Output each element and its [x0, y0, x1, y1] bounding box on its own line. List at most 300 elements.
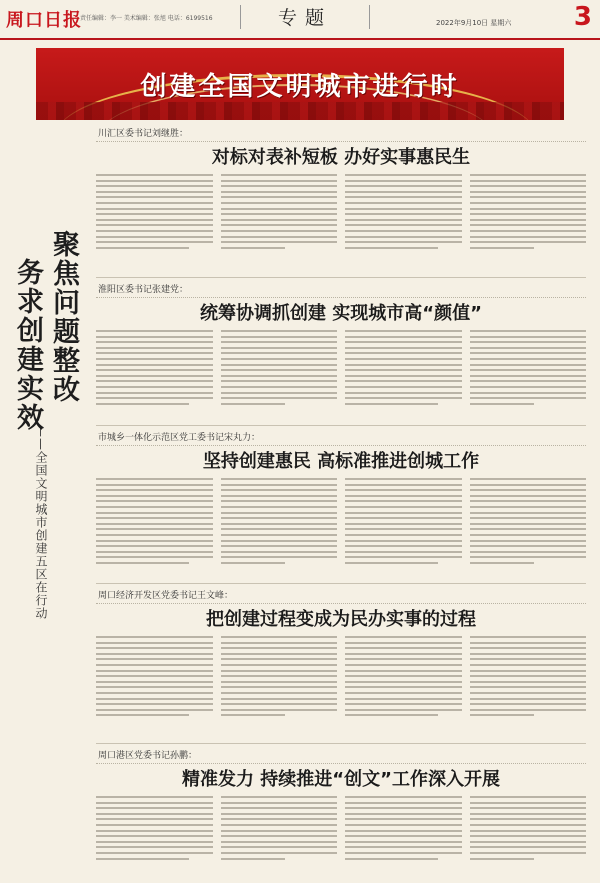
- body-text-line: [221, 403, 285, 405]
- body-text-line: [470, 846, 587, 848]
- body-text-line: [96, 224, 213, 226]
- body-text-line: [470, 517, 587, 519]
- article-text-column: [96, 796, 213, 863]
- body-text-line: [96, 636, 213, 638]
- body-text-line: [96, 802, 213, 804]
- body-text-line: [221, 647, 338, 649]
- body-text-line: [345, 647, 462, 649]
- body-text-line: [345, 224, 462, 226]
- body-text-line: [221, 562, 285, 564]
- body-text-line: [470, 506, 587, 508]
- body-text-line: [96, 841, 213, 843]
- body-text-line: [96, 369, 213, 371]
- body-text-line: [96, 202, 213, 204]
- body-text-line: [221, 495, 338, 497]
- body-text-line: [221, 540, 338, 542]
- body-text-line: [221, 336, 338, 338]
- body-text-line: [345, 512, 462, 514]
- body-text-line: [470, 347, 587, 349]
- article-text-column: [221, 636, 338, 720]
- body-text-line: [345, 506, 462, 508]
- body-text-line: [96, 380, 213, 382]
- body-text-line: [221, 824, 338, 826]
- body-text-line: [470, 709, 587, 711]
- body-text-line: [221, 208, 338, 210]
- body-text-line: [345, 484, 462, 486]
- body-text-line: [470, 653, 587, 655]
- body-text-line: [96, 347, 213, 349]
- body-text-line: [221, 517, 338, 519]
- body-text-line: [470, 236, 587, 238]
- body-text-line: [470, 330, 587, 332]
- body-text-line: [221, 846, 338, 848]
- article-text-column: [345, 478, 462, 568]
- article-text-column: [96, 330, 213, 408]
- body-text-line: [470, 818, 587, 820]
- body-text-line: [470, 802, 587, 804]
- body-text-line: [470, 824, 587, 826]
- body-text-line: [96, 852, 213, 854]
- body-text-line: [96, 796, 213, 798]
- article-headline: 对标对表补短板 办好实事惠民生: [211, 147, 471, 168]
- body-text-line: [345, 556, 462, 558]
- body-text-line: [470, 841, 587, 843]
- feature-title-2: 务求创建实效: [12, 258, 43, 432]
- article-headline: 统筹协调抓创建 实现城市高“颜值”: [200, 303, 482, 324]
- body-text-line: [96, 506, 213, 508]
- article-divider: [96, 425, 586, 426]
- article-text-column: [221, 478, 338, 568]
- body-text-line: [345, 230, 462, 232]
- body-text-line: [96, 403, 189, 405]
- body-text-line: [470, 484, 587, 486]
- article-text-column: [96, 478, 213, 568]
- body-text-line: [221, 692, 338, 694]
- body-text-line: [221, 392, 338, 394]
- body-text-line: [345, 358, 462, 360]
- body-text-line: [96, 686, 213, 688]
- body-text-line: [345, 698, 462, 700]
- body-text-line: [221, 841, 338, 843]
- body-text-line: [345, 686, 462, 688]
- body-text-line: [221, 202, 338, 204]
- body-text-line: [345, 807, 462, 809]
- body-text-line: [221, 230, 338, 232]
- feature-title-1: 聚焦问题整改: [48, 230, 79, 404]
- body-text-line: [470, 528, 587, 530]
- body-text-line: [345, 636, 462, 638]
- body-text-line: [221, 500, 338, 502]
- body-text-line: [345, 219, 462, 221]
- body-text-line: [345, 675, 462, 677]
- body-text-line: [345, 386, 462, 388]
- body-text-line: [96, 512, 213, 514]
- body-text-line: [96, 375, 213, 377]
- body-text-line: [221, 213, 338, 215]
- banner-skyline: [36, 102, 564, 120]
- body-text-line: [470, 512, 587, 514]
- body-text-line: [470, 185, 587, 187]
- body-text-line: [470, 523, 587, 525]
- body-text-line: [345, 852, 462, 854]
- body-text-line: [221, 180, 338, 182]
- body-text-line: [470, 241, 587, 243]
- body-text-line: [345, 347, 462, 349]
- body-text-line: [470, 397, 587, 399]
- body-text-line: [345, 534, 462, 536]
- body-text-line: [96, 556, 213, 558]
- body-text-line: [470, 247, 534, 249]
- article-text-column: [345, 330, 462, 408]
- article-headline: 精准发力 持续推进“创文”工作深入开展: [182, 769, 500, 790]
- body-text-line: [345, 185, 462, 187]
- article-text-column: [470, 478, 587, 568]
- body-text-line: [221, 330, 338, 332]
- body-text-line: [470, 369, 587, 371]
- body-text-line: [96, 495, 213, 497]
- article-kicker: 川汇区委书记刘继胜：: [96, 127, 586, 142]
- body-text-line: [470, 714, 534, 716]
- body-text-line: [345, 369, 462, 371]
- body-text-line: [96, 180, 213, 182]
- body-text-line: [221, 512, 338, 514]
- body-text-line: [345, 703, 462, 705]
- body-text-line: [96, 500, 213, 502]
- body-text-line: [470, 670, 587, 672]
- body-text-line: [470, 336, 587, 338]
- body-text-line: [470, 208, 587, 210]
- body-text-line: [470, 636, 587, 638]
- article-text-column: [345, 636, 462, 720]
- body-text-line: [221, 714, 285, 716]
- article-body: [96, 478, 586, 568]
- body-text-line: [345, 802, 462, 804]
- body-text-line: [345, 191, 462, 193]
- body-text-line: [221, 852, 338, 854]
- body-text-line: [96, 858, 189, 860]
- body-text-line: [221, 380, 338, 382]
- body-text-line: [345, 818, 462, 820]
- body-text-line: [221, 813, 338, 815]
- body-text-line: [221, 484, 338, 486]
- body-text-line: [221, 397, 338, 399]
- article-kicker: 市城乡一体化示范区党工委书记宋丸力：: [96, 431, 586, 446]
- body-text-line: [345, 202, 462, 204]
- body-text-line: [345, 545, 462, 547]
- body-text-line: [345, 670, 462, 672]
- feature-column: [6, 230, 86, 650]
- body-text-line: [96, 397, 213, 399]
- body-text-line: [470, 180, 587, 182]
- body-text-line: [96, 647, 213, 649]
- body-text-line: [345, 375, 462, 377]
- body-text-line: [96, 846, 213, 848]
- body-text-line: [96, 330, 213, 332]
- body-text-line: [345, 241, 462, 243]
- body-text-line: [96, 236, 213, 238]
- body-text-line: [96, 675, 213, 677]
- body-text-line: [221, 670, 338, 672]
- body-text-line: [96, 709, 213, 711]
- body-text-line: [221, 352, 338, 354]
- body-text-line: [221, 478, 338, 480]
- body-text-line: [470, 352, 587, 354]
- article-text-column: [470, 636, 587, 720]
- body-text-line: [470, 556, 587, 558]
- body-text-line: [96, 835, 213, 837]
- body-text-line: [96, 358, 213, 360]
- body-text-line: [345, 208, 462, 210]
- article: [96, 283, 586, 408]
- body-text-line: [96, 824, 213, 826]
- article-body: [96, 636, 586, 720]
- body-text-line: [345, 523, 462, 525]
- article: [96, 749, 586, 863]
- body-text-line: [221, 386, 338, 388]
- feature-subtitle: ——全国文明城市创建五区在行动: [34, 425, 48, 620]
- body-text-line: [470, 392, 587, 394]
- article-body: [96, 174, 586, 252]
- article-headline: 把创建过程变成为民办实事的过程: [206, 609, 476, 630]
- body-text-line: [96, 517, 213, 519]
- article-kicker: 周口港区党委书记孙鹏：: [96, 749, 586, 764]
- body-text-line: [470, 703, 587, 705]
- body-text-line: [221, 241, 338, 243]
- body-text-line: [345, 709, 462, 711]
- body-text-line: [96, 703, 213, 705]
- body-text-line: [345, 841, 462, 843]
- body-text-line: [96, 534, 213, 536]
- body-text-line: [345, 813, 462, 815]
- body-text-line: [96, 698, 213, 700]
- body-text-line: [221, 224, 338, 226]
- body-text-line: [345, 196, 462, 198]
- article-text-column: [345, 174, 462, 252]
- body-text-line: [96, 191, 213, 193]
- body-text-line: [96, 692, 213, 694]
- body-text-line: [96, 670, 213, 672]
- section-title: 专题: [240, 3, 370, 30]
- body-text-line: [345, 835, 462, 837]
- article-text-column: [470, 796, 587, 863]
- body-text-line: [221, 506, 338, 508]
- body-text-line: [470, 540, 587, 542]
- body-text-line: [470, 658, 587, 660]
- body-text-line: [470, 545, 587, 547]
- body-text-line: [96, 219, 213, 221]
- body-text-line: [345, 664, 462, 666]
- masthead: [0, 0, 600, 40]
- body-text-line: [221, 802, 338, 804]
- body-text-line: [221, 675, 338, 677]
- article: [96, 589, 586, 720]
- body-text-line: [221, 534, 338, 536]
- body-text-line: [96, 336, 213, 338]
- body-text-line: [470, 196, 587, 198]
- body-text-line: [221, 369, 338, 371]
- body-text-line: [345, 364, 462, 366]
- body-text-line: [221, 545, 338, 547]
- body-text-line: [96, 489, 213, 491]
- body-text-line: [470, 230, 587, 232]
- article-divider: [96, 743, 586, 744]
- body-text-line: [96, 562, 189, 564]
- body-text-line: [96, 528, 213, 530]
- body-text-line: [470, 642, 587, 644]
- body-text-line: [345, 562, 438, 564]
- body-text-line: [96, 196, 213, 198]
- body-text-line: [221, 191, 338, 193]
- body-text-line: [345, 846, 462, 848]
- article-headline: 坚持创建惠民 高标准推进创城工作: [202, 451, 480, 472]
- body-text-line: [345, 830, 462, 832]
- body-text-line: [221, 358, 338, 360]
- body-text-line: [345, 336, 462, 338]
- article-kicker: 淮阳区委书记张建党：: [96, 283, 586, 298]
- body-text-line: [221, 528, 338, 530]
- body-text-line: [96, 230, 213, 232]
- body-text-line: [96, 540, 213, 542]
- body-text-line: [96, 523, 213, 525]
- body-text-line: [470, 489, 587, 491]
- body-text-line: [96, 208, 213, 210]
- body-text-line: [470, 551, 587, 553]
- body-text-line: [221, 830, 338, 832]
- body-text-line: [96, 352, 213, 354]
- banner: [36, 48, 564, 120]
- issue-date: 2022年9月10日 星期六: [436, 19, 512, 27]
- article-text-column: [221, 330, 338, 408]
- body-text-line: [221, 551, 338, 553]
- body-text-line: [345, 528, 462, 530]
- body-text-line: [470, 375, 587, 377]
- body-text-line: [96, 818, 213, 820]
- body-text-line: [345, 540, 462, 542]
- article-text-column: [221, 796, 338, 863]
- body-text-line: [470, 852, 587, 854]
- body-text-line: [221, 818, 338, 820]
- body-text-line: [345, 796, 462, 798]
- body-text-line: [221, 653, 338, 655]
- body-text-line: [470, 858, 534, 860]
- body-text-line: [221, 636, 338, 638]
- body-text-line: [221, 247, 285, 249]
- article-text-column: [345, 796, 462, 863]
- body-text-line: [96, 484, 213, 486]
- body-text-line: [345, 247, 438, 249]
- body-text-line: [345, 478, 462, 480]
- body-text-line: [221, 703, 338, 705]
- body-text-line: [221, 709, 338, 711]
- body-text-line: [345, 500, 462, 502]
- body-text-line: [470, 675, 587, 677]
- body-text-line: [221, 341, 338, 343]
- body-text-line: [96, 174, 213, 176]
- body-text-line: [221, 658, 338, 660]
- body-text-line: [96, 341, 213, 343]
- body-text-line: [345, 180, 462, 182]
- body-text-line: [470, 562, 534, 564]
- body-text-line: [96, 813, 213, 815]
- article-body: [96, 330, 586, 408]
- body-text-line: [221, 835, 338, 837]
- body-text-line: [470, 403, 534, 405]
- body-text-line: [345, 495, 462, 497]
- body-text-line: [470, 380, 587, 382]
- body-text-line: [345, 236, 462, 238]
- body-text-line: [345, 653, 462, 655]
- body-text-line: [96, 247, 189, 249]
- body-text-line: [345, 692, 462, 694]
- body-text-line: [96, 478, 213, 480]
- body-text-line: [96, 653, 213, 655]
- body-text-line: [221, 236, 338, 238]
- body-text-line: [345, 403, 438, 405]
- article: [96, 431, 586, 568]
- body-text-line: [470, 495, 587, 497]
- body-text-line: [221, 364, 338, 366]
- body-text-line: [345, 714, 438, 716]
- body-text-line: [221, 196, 338, 198]
- body-text-line: [345, 392, 462, 394]
- body-text-line: [221, 681, 338, 683]
- body-text-line: [470, 478, 587, 480]
- body-text-line: [470, 692, 587, 694]
- body-text-line: [96, 185, 213, 187]
- body-text-line: [221, 489, 338, 491]
- body-text-line: [96, 545, 213, 547]
- body-text-line: [345, 341, 462, 343]
- article-text-column: [96, 636, 213, 720]
- body-text-line: [345, 213, 462, 215]
- body-text-line: [470, 835, 587, 837]
- editor-credits: 责任编辑：李一 美术编辑：张旭 电话：6199516: [80, 15, 213, 22]
- body-text-line: [221, 174, 338, 176]
- article: [96, 127, 586, 252]
- body-text-line: [221, 347, 338, 349]
- body-text-line: [221, 219, 338, 221]
- body-text-line: [221, 642, 338, 644]
- body-text-line: [96, 392, 213, 394]
- article-text-column: [96, 174, 213, 252]
- body-text-line: [345, 824, 462, 826]
- body-text-line: [470, 364, 587, 366]
- body-text-line: [221, 796, 338, 798]
- body-text-line: [96, 551, 213, 553]
- body-text-line: [470, 219, 587, 221]
- body-text-line: [221, 185, 338, 187]
- body-text-line: [345, 642, 462, 644]
- body-text-line: [470, 807, 587, 809]
- body-text-line: [470, 686, 587, 688]
- body-text-line: [470, 341, 587, 343]
- banner-title: 创建全国文明城市进行时: [140, 72, 460, 102]
- body-text-line: [345, 380, 462, 382]
- body-text-line: [470, 698, 587, 700]
- body-text-line: [221, 858, 285, 860]
- body-text-line: [221, 375, 338, 377]
- body-text-line: [470, 500, 587, 502]
- body-text-line: [221, 664, 338, 666]
- body-text-line: [470, 647, 587, 649]
- body-text-line: [345, 489, 462, 491]
- body-text-line: [96, 830, 213, 832]
- article-text-column: [470, 330, 587, 408]
- body-text-line: [345, 658, 462, 660]
- body-text-line: [221, 523, 338, 525]
- body-text-line: [96, 658, 213, 660]
- body-text-line: [221, 556, 338, 558]
